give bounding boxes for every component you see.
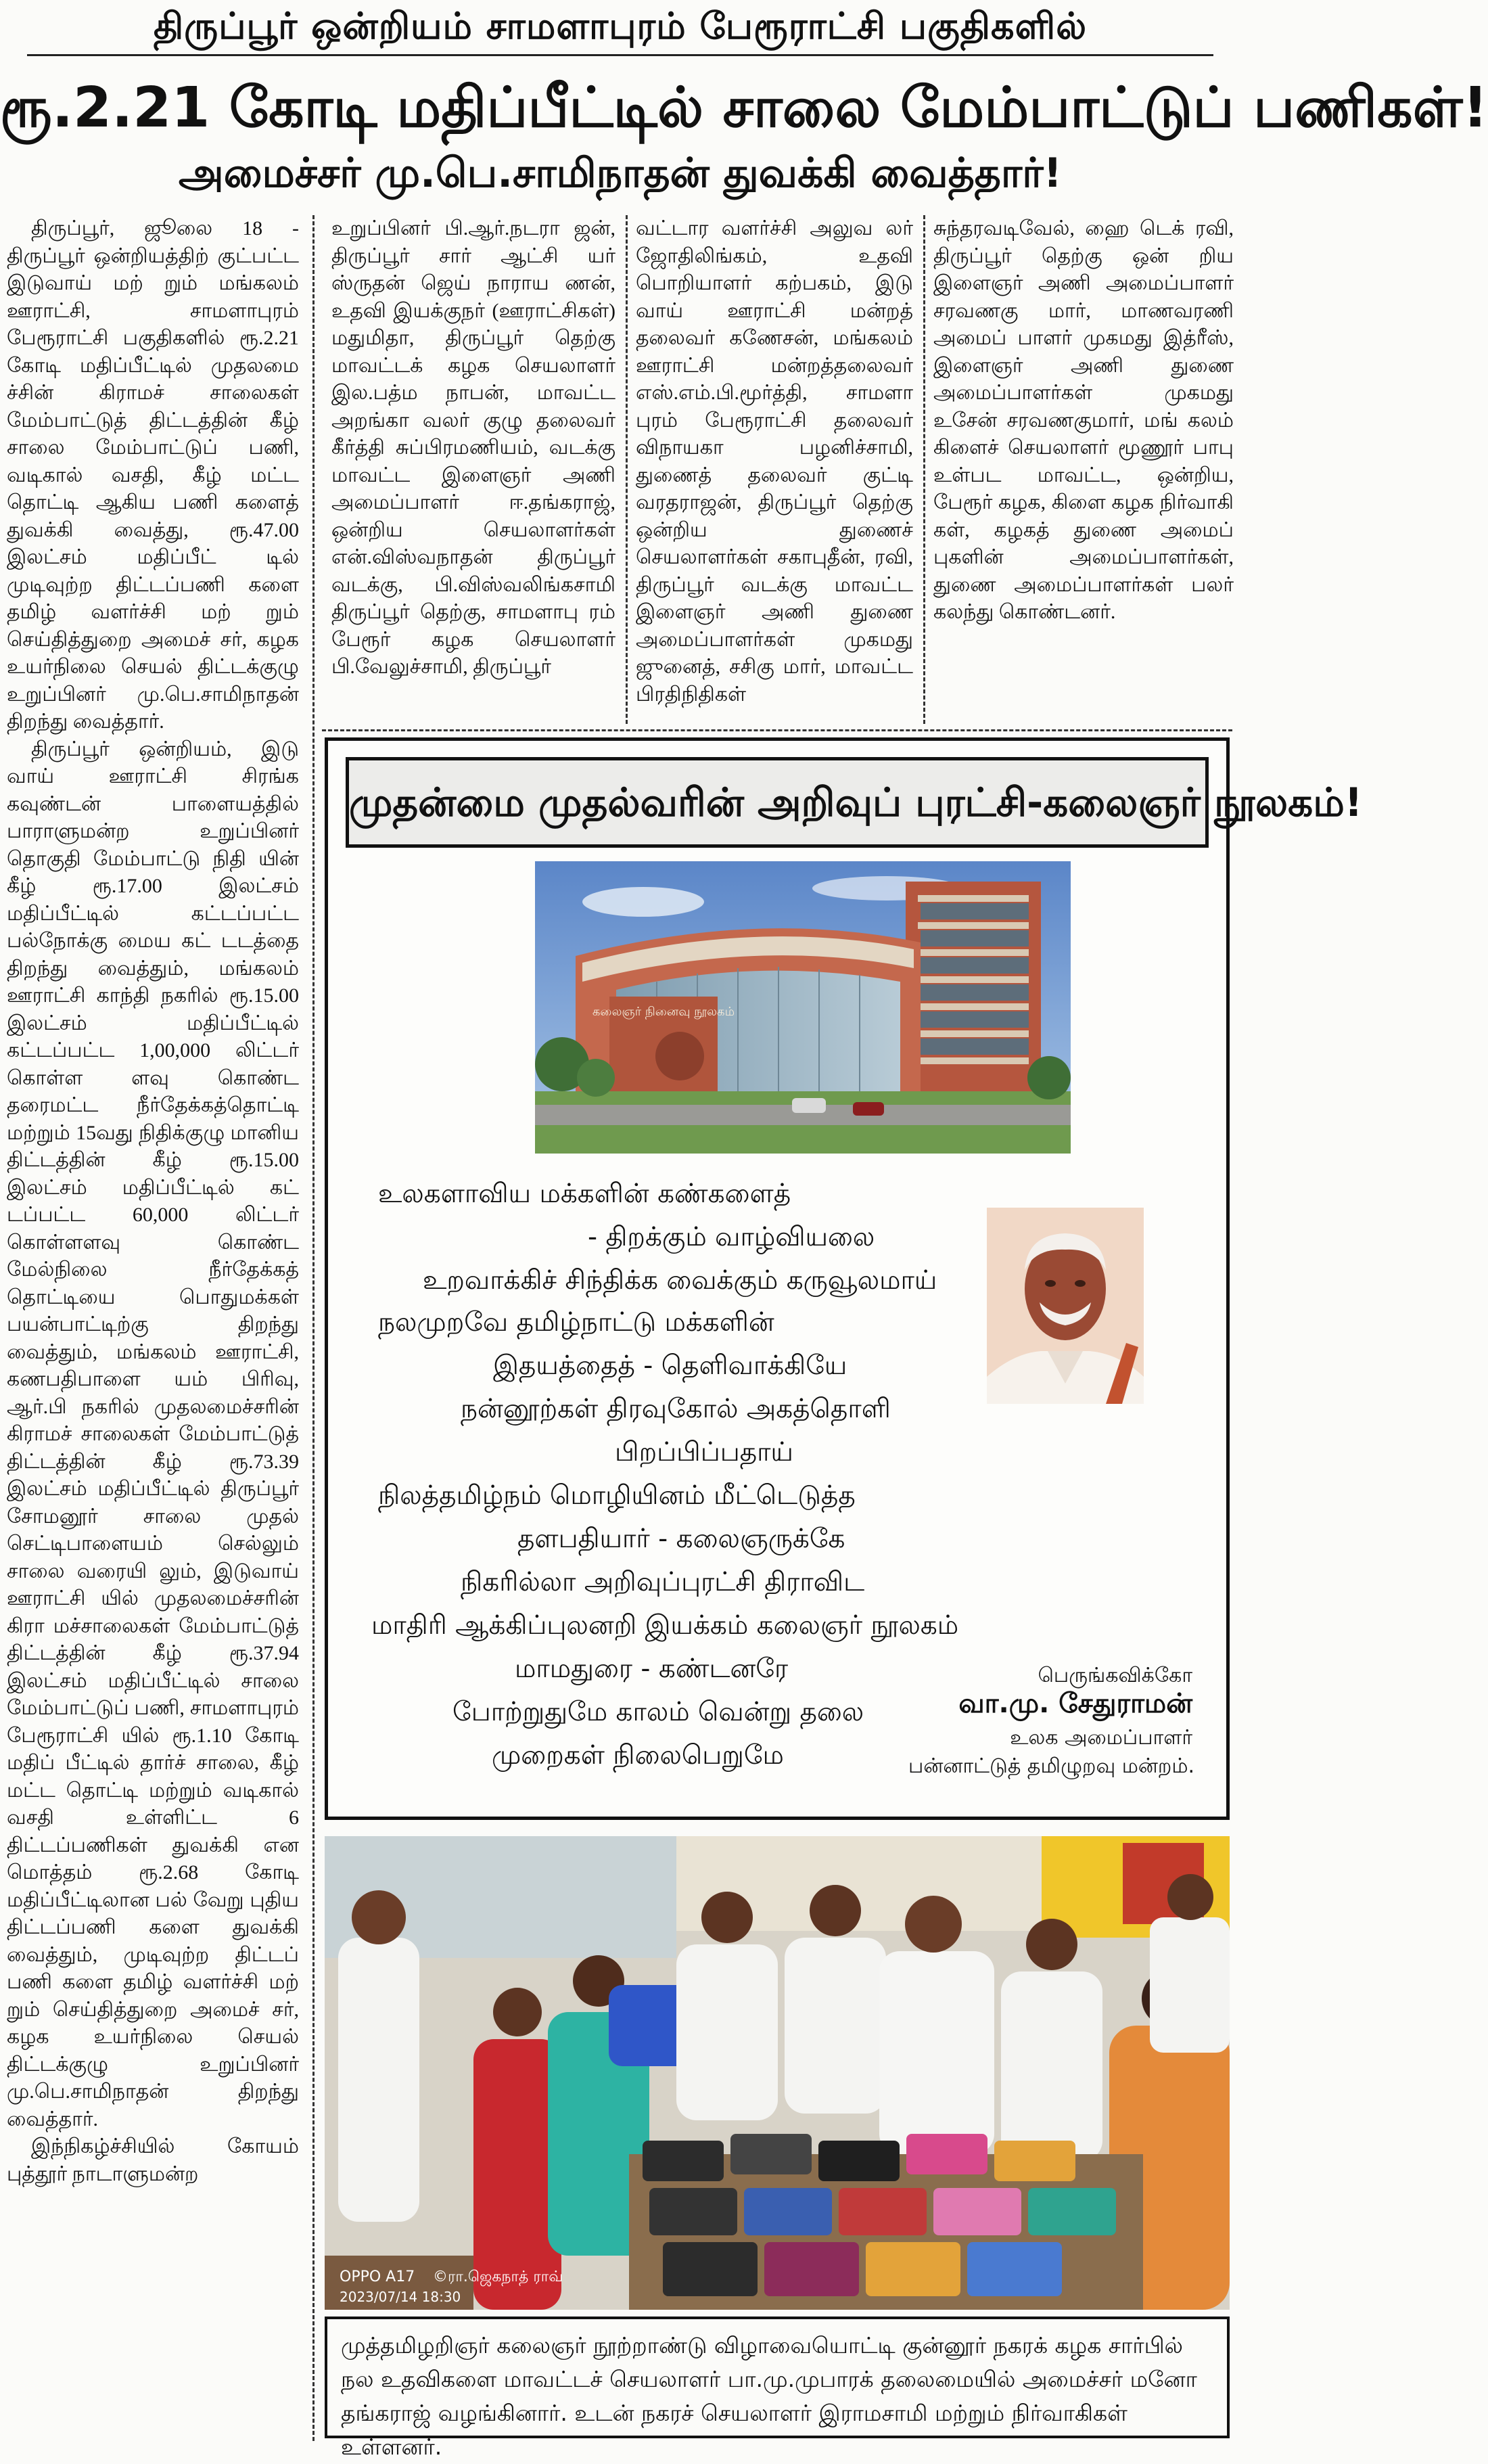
article-text: வட்டார வளர்ச்சி அலுவ லர் ஜோதிலிங்கம், உதவி பொறியாளர் கற்பகம், இடு வாய் ஊராட்சி மன்றத் தலைவர் கணேசன், மங்கலம் ஊராட்சி மன்றத்தலைவர் எஸ்.எம்.பி.மூர்த்தி, சாமளா புரம் பேரூராட்சி தலைவர் விநாயகா பழனிச்சாமி, துணைத் தலைவர் குட்டி வரதராஜன், திருப்பூர் தெற்கு ஒன்றிய துணைச் செயலாளர்கள் சகாபுதீன், ரவி, திருப்பூர் வடக்கு மாவட்ட இளைஞர் அணி துணை அமைப்பாளர்கள் முகமது ஜுனைத், சசிகு மார், மாவட்ட பிரதிநிதிகள் (636, 217, 913, 706)
article-text: உறுப்பினர் பி.ஆர்.நடரா ஜன், திருப்பூர் சார் ஆட்சி யர் ஸ்ருதன் ஜெய் நாராய ணன், உதவி இயக்குநர் (ஊராட்சிகள்) மதுமிதா, திருப்பூர் தெற்கு மாவட்டக் கழக செயலாளர் இல.பத்ம நாபன், மாவட்ட அறங்கா வலர் குழு தலைவர் கீர்த்தி சுப்பிரமணியம், வடக்கு மாவட்ட இளைஞர் அணி அமைப்பாளர் ஈ.தங்கராஜ், ஒன்றிய செயலாளர்கள் என்.விஸ்வநாதன் திருப்பூர் வடக்கு, பி.விஸ்வலிங்கசாமி திருப்பூர் தெற்கு, சாமளாபு ரம் பேரூர் கழக செயலாளர் பி.வேலுச்சாமி, திருப்பூர் (331, 217, 615, 678)
poem-line: முறைகள் நிலைபெறுமே (492, 1740, 784, 1771)
poem-line: பிறப்பிப்பதாய் (615, 1437, 793, 1467)
column-divider (312, 215, 315, 2441)
article-column-2 (331, 215, 615, 724)
poet-label: பெருங்கவிக்கோ (1038, 1664, 1192, 1687)
column-divider (923, 215, 925, 724)
article-column-3 (636, 215, 913, 724)
poet-organization: பன்னாட்டுத் தமிழுறவு மன்றம். (908, 1754, 1195, 1778)
article-column-4 (933, 215, 1234, 724)
poem-line: மாமதுரை - கண்டனரே (515, 1653, 789, 1684)
event-photo (325, 1836, 1230, 2310)
watermark-credit: ©ரா.ஜெகநாத் ராவ் (433, 2268, 563, 2285)
building-sign: கலைஞர் நினைவு நூலகம் (592, 1005, 735, 1019)
section-divider (322, 729, 1232, 731)
poem-line: மாதிரி ஆக்கிப்புலனறி இயக்கம் கலைஞர் நூலகம் (371, 1610, 959, 1641)
poem-line: உலகளாவிய மக்களின் கண்களைத் (378, 1179, 791, 1209)
kicker-divider (27, 54, 1213, 56)
article-paragraph: திருப்பூர், ஜூலை 18 - திருப்பூர் ஒன்றியத்திற் குட்பட்ட இடுவாய் மற் றும் மங்கலம் ஊராட்சி, சாமளாபுரம் பேரூராட்சி பகுதிகளில் ரூ.2.21 கோடி மதிப்பீட்டில் முதலமை ச்சின் கிராமச் சாலைகள் மேம்பாட்டுத் திட்டத்தின் கீழ் சாலை மேம்பாட்டுப் பணி, வடிகால் வசதி, கீழ் மட்ட தொட்டி ஆகிய பணி களைத் துவக்கி வைத்து, ரூ.47.00 இலட்சம் மதிப்பீட் டில் முடிவுற்ற திட்டப்பணி களை தமிழ் வளர்ச்சி மற் றும் செய்தித்துறை அமைச் சர், கழக உயர்நிலை செயல் திட்டக்குழு உறுப்பினர் மு.பெ.சாமிநாதன் திறந்து வைத்தார். (7, 217, 299, 733)
poet-name: வா.மு. சேதுராமன் (958, 1688, 1192, 1719)
poem-line: நலமுறவே தமிழ்நாட்டு மக்களின் (378, 1307, 774, 1338)
poem-line: போற்றுதுமே காலம் வென்று தலை (452, 1697, 864, 1727)
library-building-photo (535, 861, 1071, 1154)
poem-line: நன்னூற்கள் திரவுகோல் அகத்தொளி (461, 1394, 891, 1424)
article-paragraph: இந்நிகழ்ச்சியில் கோயம் புத்தூர் நாடாளுமன்ற (7, 2135, 299, 2185)
poem-line: இதயத்தைத் - தெளிவாக்கியே (493, 1350, 847, 1381)
photo-caption (325, 2317, 1230, 2460)
article-paragraph: திருப்பூர் ஒன்றியம், இடு வாய் ஊராட்சி சிரங்க கவுண்டன் பாளையத்தில் பாராளுமன்ற உறுப்பினர் தொகுதி மேம்பாட்டு நிதி யின் கீழ் ரூ.17.00 இலட்சம் மதிப்பீட்டில் கட்டப்பட்ட பல்நோக்கு மைய கட் டடத்தை திறந்து வைத்தும், மங்கலம் ஊராட்சி காந்தி நகரில் ரூ.15.00 இலட்சம் மதிப்பீட்டில் கட்டப்பட்ட 1,00,000 லிட்டர் கொள்ள ளவு கொண்ட தரைமட்ட நீர்தேக்கத்தொட்டி மற்றும் 15வது நிதிக்குழு மானிய திட்டத்தின் கீழ் ரூ.15.00 இலட்சம் மதிப்பீட்டில் கட் டப்பட்ட 60,000 லிட்டர் கொள்ளளவு கொண்ட மேல்நிலை நீர்தேக்கத் தொட்டியை பொதுமக்கள் பயன்பாட்டிற்கு திறந்து வைத்தும், மங்கலம் ஊராட்சி, கணபதிபாளை யம் பிரிவு, ஆர்.பி நகரில் முதலமைச்சரின் கிராமச் சாலைகள் மேம்பாட்டுத் திட்டத்தின் கீழ் ரூ.73.39 இலட்சம் மதிப்பீட்டில் திருப்பூர் சோமனூர் சாலை முதல் செட்டிபாளையம் செல்லும் சாலை வரையி லும், இடுவாய் ஊராட்சி யில் முதலமைச்சரின் கிரா மச்சாலைகள் மேம்பாட்டுத் திட்டத்தின் கீழ் ரூ.37.94 இலட்சம் மதிப்பீட்டில் சாலை மேம்பாட்டுப் பணி, சாமளாபுரம் பேரூராட்சி யில் ரூ.1.10 கோடி மதிப் பீட்டில் தார்ச் சாலை, கீழ் மட்ட தொட்டி மற்றும் வடிகால் வசதி உள்ளிட்ட 6 திட்டப்பணிகள் துவக்கி என மொத்தம் ரூ.2.68 கோடி மதிப்பீட்டிலான பல் வேறு புதிய திட்டப்பணி களை துவக்கி வைத்தும், முடிவுற்ற திட்டப் பணி களை தமிழ் வளர்ச்சி மற் றும் செய்தித்துறை அமைச் சர், கழக உயர்நிலை செயல் திட்டக்குழு உறுப்பினர் மு.பெ.சாமிநாதன் திறந்து வைத்தார். (7, 737, 299, 2130)
poem-line: உறவாக்கிச் சிந்திக்க வைக்கும் கருவூலமாய் (423, 1265, 937, 1296)
kicker-heading: திருப்பூர் ஒன்றியம் சாமளாபுரம் பேரூராட்சி பகுதிகளில் (153, 5, 1088, 47)
column-divider (626, 215, 628, 724)
poem-line: நிகரில்லா அறிவுப்புரட்சி திராவிட (461, 1567, 865, 1597)
poet-title: உலக அமைப்பாளர் (1010, 1726, 1192, 1750)
article-text: சுந்தரவடிவேல், ஹை டெக் ரவி, திருப்பூர் தெற்கு ஒன் றிய இளைஞர் அணி அமைப்பாளர் சரவணகு மார், மாணவரணி அமைப் பாளர் முகமது இத்ரீஸ், இளைஞர் அணி துணை அமைப்பாளர்கள் முகமது உசேன் சரவணகுமார், மங் கலம் கிளைச் செயலாளர் மூணூர் பாபு உள்பட மாவட்ட, ஒன்றிய, பேரூர் கழக, கிளை கழக நிர்வாகி கள், கழகத் துணை அமைப் புகளின் அமைப்பாளர்கள், துணை அமைப்பாளர்கள் பலர் கலந்து கொண்டனர். (933, 217, 1234, 623)
watermark-time: 2023/07/14 18:30 (340, 2289, 461, 2305)
library-poem-box (325, 737, 1363, 1820)
photo-caption-text: முத்தமிழறிஞர் கலைஞர் நூற்றாண்டு விழாவையொட்டி குன்னூர் நகரக் கழக சார்பில் நல உதவிகளை மாவட்டச் செயலாளர் பா.மு.முபாரக் தலைமையில் அமைச்சர் மனோ தங்கராஜ் வழங்கினார். உடன் நகரச் செயலாளர் இராமசாமி மற்றும் நிர்வாகிகள் உள்ளனர். (341, 2332, 1197, 2460)
poem-line: தளபதியார் - கலைஞருக்கே (517, 1524, 845, 1554)
poem-line: நிலத்தமிழ்நம் மொழியினம் மீட்டெடுத்த (378, 1480, 856, 1511)
poet-portrait (987, 1208, 1144, 1404)
article-column-1 (7, 215, 299, 2441)
subheadline: அமைச்சர் மு.பெ.சாமிநாதன் துவக்கி வைத்தார்! (179, 150, 1062, 197)
poem-line: - திறக்கும் வாழ்வியலை (588, 1222, 875, 1252)
library-banner: முதன்மை முதல்வரின் அறிவுப் புரட்சி-கலைஞர் நூலகம்! (346, 757, 1209, 848)
watermark-device: OPPO A17 (340, 2268, 415, 2285)
headline: ரூ.2.21 கோடி மதிப்பீட்டில் சாலை மேம்பாட்டுப் பணிகள்! (0, 76, 1488, 140)
